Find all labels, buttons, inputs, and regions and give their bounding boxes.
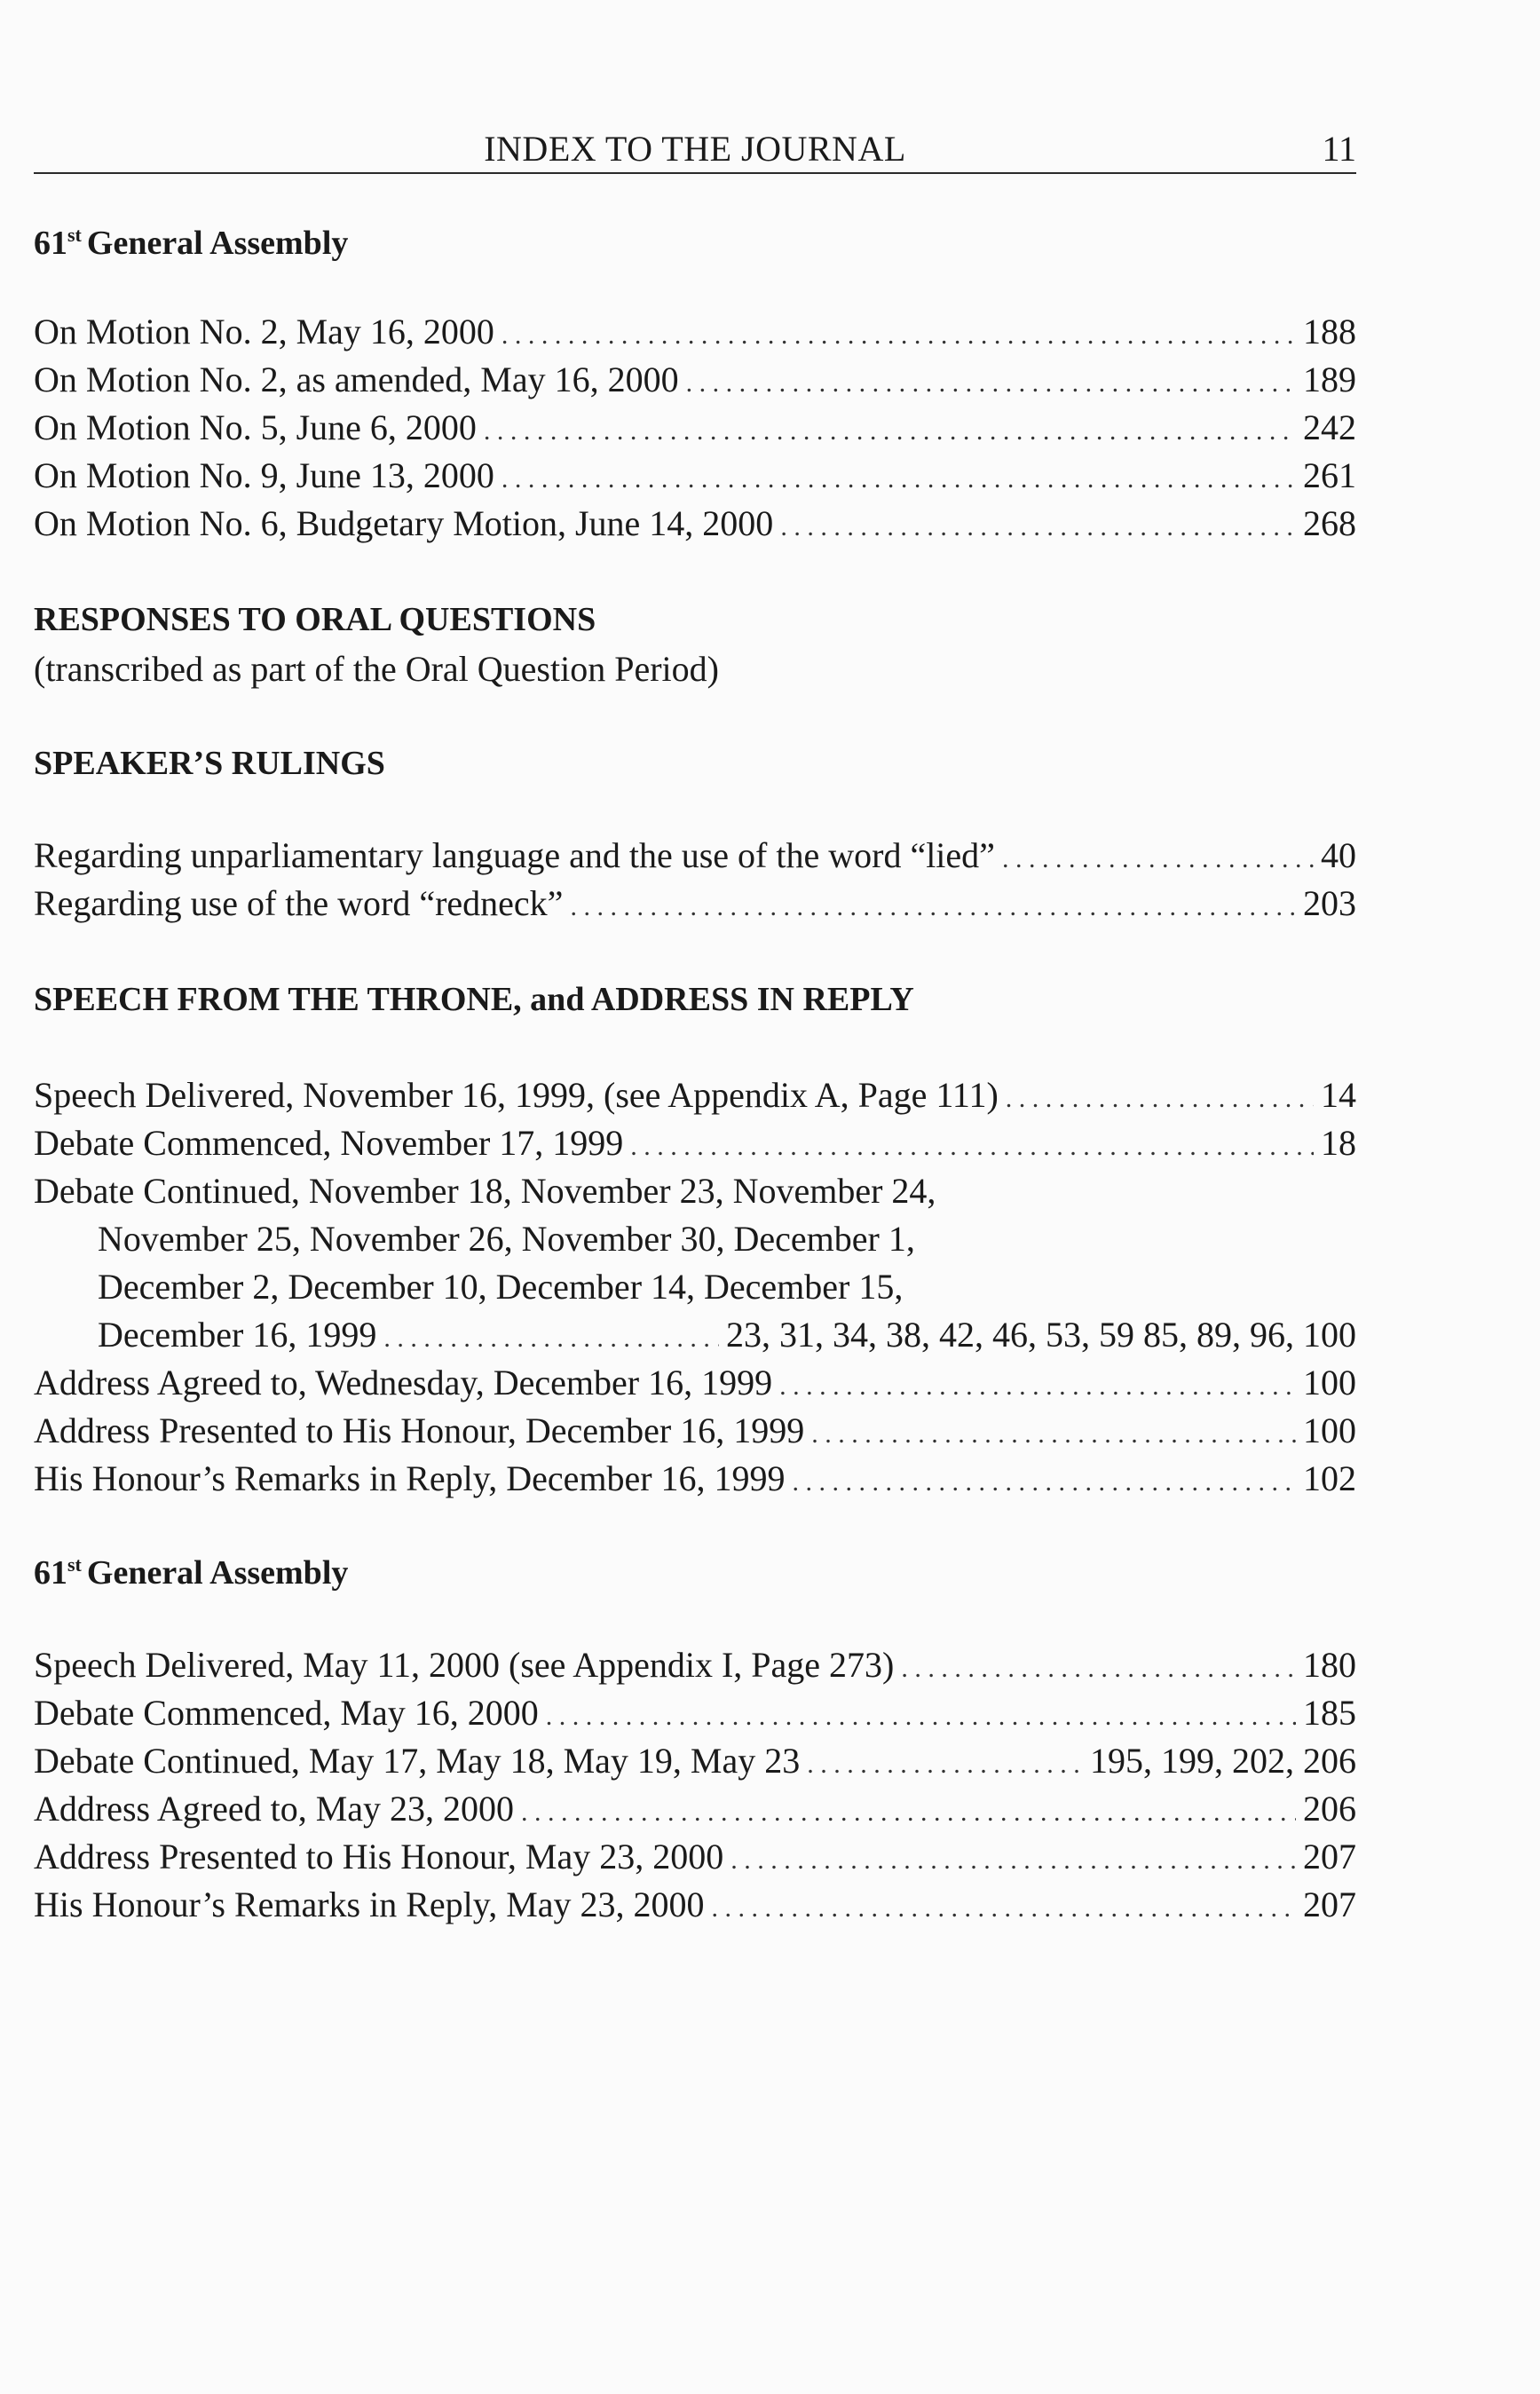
heading-text: General Assembly — [86, 1554, 349, 1592]
index-entry — [34, 1074, 1356, 1122]
entry-label: Speech Delivered, November 16, 1999, (see Appendix A, Page 111) — [34, 1075, 999, 1115]
entry-pages: 206 — [1303, 1789, 1356, 1829]
index-entry — [34, 1692, 1356, 1740]
entry-pages: 188 — [1303, 312, 1356, 352]
heading-text: General Assembly — [86, 225, 349, 262]
entry-pages: 100 — [1303, 1363, 1356, 1402]
entry-pages: 180 — [1303, 1645, 1356, 1685]
dot-leader — [793, 1467, 1296, 1497]
entry-label: Debate Commenced, May 16, 2000 — [34, 1693, 539, 1733]
entry-pages: 18 — [1321, 1123, 1356, 1163]
index-entry — [34, 1740, 1356, 1788]
dot-leader — [570, 892, 1296, 922]
dot-leader — [807, 1750, 1083, 1780]
section-heading-general-assembly — [34, 1553, 348, 1592]
entry-label: His Honour’s Remarks in Reply, May 23, 2000 — [34, 1884, 705, 1924]
entry-label: On Motion No. 5, June 6, 2000 — [34, 407, 477, 447]
debate-continued-line: November 25, November 26, November 30, December 1, — [98, 1219, 915, 1259]
index-entry — [34, 359, 1356, 407]
entry-pages: 40 — [1321, 835, 1356, 875]
entry-pages: 242 — [1303, 407, 1356, 447]
page-number: 11 — [1322, 129, 1356, 169]
heading-number: 61 — [34, 225, 67, 262]
dot-leader — [811, 1419, 1296, 1450]
dot-leader — [779, 1371, 1296, 1402]
entry-pages: 207 — [1303, 1837, 1356, 1876]
dot-leader — [1002, 844, 1314, 874]
entry-label: His Honour’s Remarks in Reply, December 16, 1999 — [34, 1458, 786, 1498]
index-entry — [34, 454, 1356, 502]
index-entry — [34, 1644, 1356, 1692]
entry-label: Debate Commenced, November 17, 1999 — [34, 1123, 624, 1163]
dot-leader — [712, 1893, 1296, 1924]
entry-label: On Motion No. 2, as amended, May 16, 2000 — [34, 359, 679, 399]
entry-pages: 268 — [1303, 503, 1356, 543]
index-entry — [34, 407, 1356, 454]
index-entry — [98, 1314, 1356, 1362]
heading-ordinal: st — [67, 1553, 82, 1576]
entry-pages: 102 — [1303, 1458, 1356, 1498]
responses-note: (transcribed as part of the Oral Question Period) — [34, 649, 719, 689]
entry-pages: 100 — [1303, 1410, 1356, 1450]
dot-leader — [484, 416, 1296, 446]
index-entry — [34, 1788, 1356, 1836]
entry-label: On Motion No. 9, June 13, 2000 — [34, 455, 494, 495]
entry-pages: 189 — [1303, 359, 1356, 399]
section-heading-rulings: SPEAKER’S RULINGS — [34, 745, 385, 782]
entry-label: Address Agreed to, May 23, 2000 — [34, 1789, 515, 1829]
entry-pages: 23, 31, 34, 38, 42, 46, 53, 59 85, 89, 96, 100 — [726, 1315, 1356, 1355]
dot-leader — [780, 512, 1296, 542]
index-entry — [34, 1836, 1356, 1884]
index-entry — [34, 1362, 1356, 1410]
dot-leader — [901, 1654, 1296, 1684]
index-entry — [34, 311, 1356, 359]
entry-label: Regarding use of the word “redneck” — [34, 883, 564, 923]
index-entry — [34, 882, 1356, 930]
index-entry — [34, 1410, 1356, 1458]
entry-label: On Motion No. 6, Budgetary Motion, June 14, 2000 — [34, 503, 774, 543]
dot-leader — [383, 1323, 719, 1354]
entry-pages: 195, 199, 202, 206 — [1090, 1741, 1356, 1781]
running-title: INDEX TO THE JOURNAL — [484, 129, 906, 169]
dot-leader — [731, 1845, 1296, 1876]
entry-pages: 203 — [1303, 883, 1356, 923]
entry-label: Debate Continued, May 17, May 18, May 19, May 23 — [34, 1741, 801, 1781]
section-heading-throne: SPEECH FROM THE THRONE, and ADDRESS IN REPLY — [34, 981, 914, 1018]
entry-label: Address Presented to His Honour, May 23, 2000 — [34, 1837, 724, 1876]
index-entry — [34, 1122, 1356, 1170]
dot-leader — [686, 368, 1296, 399]
dot-leader — [501, 320, 1296, 351]
entry-label: Speech Delivered, May 11, 2000 (see Appendix I, Page 273) — [34, 1645, 895, 1685]
dot-leader — [521, 1797, 1296, 1828]
section-heading-responses: RESPONSES TO ORAL QUESTIONS — [34, 601, 596, 638]
entry-pages: 261 — [1303, 455, 1356, 495]
section-heading-general-assembly — [34, 224, 348, 263]
entry-pages: 185 — [1303, 1693, 1356, 1733]
running-head — [34, 126, 1356, 174]
entry-label: Address Presented to His Honour, December 16, 1999 — [34, 1410, 805, 1450]
entry-label: On Motion No. 2, May 16, 2000 — [34, 312, 494, 352]
entry-pages: 207 — [1303, 1884, 1356, 1924]
dot-leader — [630, 1132, 1314, 1162]
index-entry — [34, 1884, 1356, 1932]
debate-continued-line: Debate Continued, November 18, November 23, November 24, — [34, 1171, 936, 1211]
dot-leader — [501, 464, 1296, 494]
dot-leader — [1006, 1084, 1314, 1114]
entry-label: Regarding unparliamentary language and the use of the word “lied” — [34, 835, 995, 875]
debate-continued-line: December 2, December 10, December 14, December 15, — [98, 1267, 904, 1307]
index-entry — [34, 502, 1356, 550]
entry-label: Address Agreed to, Wednesday, December 16, 1999 — [34, 1363, 773, 1402]
heading-ordinal: st — [67, 224, 82, 246]
dot-leader — [546, 1702, 1296, 1732]
entry-pages: 14 — [1321, 1075, 1356, 1115]
heading-number: 61 — [34, 1554, 67, 1592]
entry-label: December 16, 1999 — [98, 1315, 377, 1355]
index-entry — [34, 1458, 1356, 1505]
index-entry — [34, 834, 1356, 882]
